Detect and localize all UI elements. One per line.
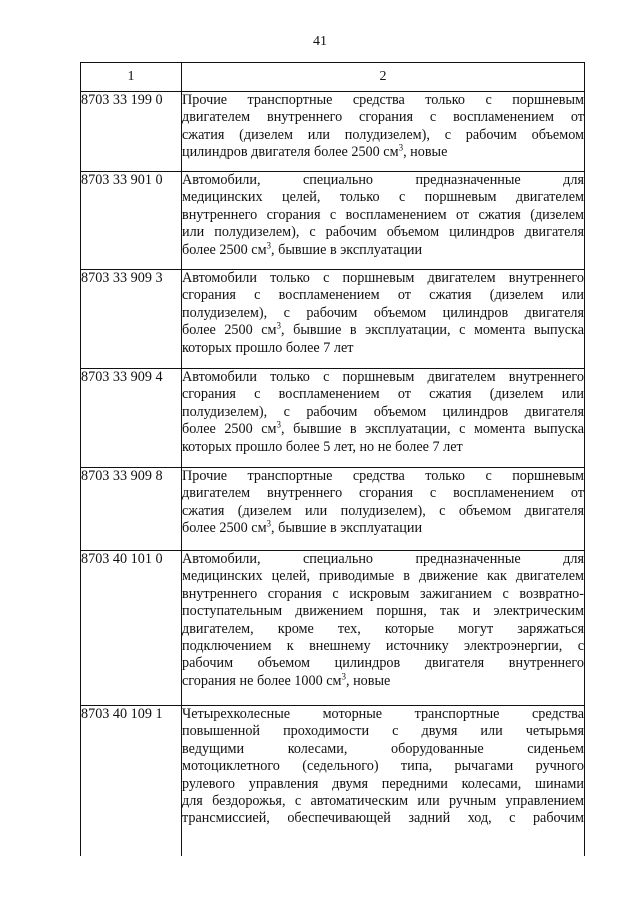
description-line [182, 603, 584, 620]
description-text: двигателем внутреннего сгорания с воспламенением от [182, 485, 584, 502]
description-line [182, 586, 584, 603]
description-line [182, 404, 584, 421]
description-text: полудизелем), с рабочим объемом цилиндров двигателя [182, 304, 584, 321]
description-line [182, 706, 584, 723]
description-text: внутреннего сгорания с воспламенением от сжатия (дизелем [182, 206, 584, 223]
description-line [182, 503, 584, 520]
description-text: Прочие транспортные средства только с поршневым [182, 92, 584, 108]
description-text-continued: , бывшие в эксплуатации, с момента выпуска [281, 421, 585, 438]
description-line [182, 468, 584, 485]
description-text: медицинских целей, только с поршневым двигателем [182, 189, 584, 206]
description-line [182, 723, 584, 740]
description-line [182, 127, 584, 144]
description-text: трансмиссией, обеспечивающей задний ход, с рабочим [182, 810, 584, 827]
description-line [182, 551, 584, 568]
superscript-unit: 3 [398, 142, 404, 153]
description-text: поступательным движением поршня, так и электрическим [182, 603, 584, 620]
superscript-unit: 3 [341, 671, 346, 682]
table-row [81, 92, 585, 172]
table-row [81, 468, 585, 551]
description-text: которых прошло более 7 лет [182, 339, 354, 356]
table-row [81, 369, 585, 468]
description-line [182, 386, 584, 403]
description-line [182, 655, 584, 672]
description-text: двигателем, кроме тех, которые могут заряжаться [182, 620, 584, 637]
description-line [182, 109, 584, 126]
column-header-1: 1 [81, 63, 182, 92]
commodity-description [182, 369, 585, 468]
commodity-code: 8703 33 199 0 [81, 92, 182, 172]
description-text: двигателем внутреннего сгорания с воспламенением от [182, 109, 584, 126]
description-line [182, 207, 584, 224]
superscript-unit: 3 [276, 419, 282, 430]
commodity-code: 8703 33 901 0 [81, 172, 182, 270]
description-text: подключением к внешнему источнику электроэнергии, с [182, 638, 584, 655]
description-text: которых прошло более 5 лет, но не более 7 лет [182, 438, 463, 455]
description-text-continued: , бывшие в эксплуатации [271, 241, 423, 258]
commodity-description [182, 92, 585, 172]
description-text: Четырехколесные моторные транспортные средства [182, 706, 584, 722]
description-text: для бездорожья, с автоматическим или ручным управлением [182, 793, 584, 810]
description-text: сжатия (дизелем или полудизелем), с рабочим объемом [182, 126, 584, 143]
description-text: полудизелем), с рабочим объемом цилиндров двигателя [182, 403, 584, 420]
description-text: мотоциклетного (седельного) типа, рычагами ручного [182, 758, 584, 775]
description-text-continued: , новые [403, 144, 448, 161]
description-line [182, 776, 584, 793]
description-line [182, 92, 584, 109]
description-text-continued: , бывшие в эксплуатации [271, 520, 423, 537]
description-text: сгорания с воспламенением от сжатия (дизелем или [182, 386, 584, 403]
description-text: более 2500 см [182, 421, 277, 438]
description-text: или полудизелем), с рабочим объемом цилиндров двигателя [182, 224, 584, 241]
description-text: цилиндров двигателя более 2500 см [182, 144, 399, 161]
description-line [182, 673, 584, 690]
commodity-code: 8703 33 909 4 [81, 369, 182, 468]
commodity-description [182, 551, 585, 706]
description-line [182, 421, 584, 438]
page-number: 41 [313, 34, 327, 49]
description-line [182, 287, 584, 304]
description-line [182, 224, 584, 241]
superscript-unit: 3 [276, 320, 282, 331]
description-text: внутреннего сгорания с искровым зажиганием с возвратно- [182, 585, 584, 602]
description-text: медицинских целей, приводимые в движение как двигателем [182, 568, 584, 585]
description-line [182, 369, 584, 386]
description-line [182, 172, 584, 189]
commodity-code: 8703 40 109 1 [81, 706, 182, 856]
description-text: Автомобили только с поршневым двигателем внутреннего [182, 270, 584, 286]
table-row [81, 270, 585, 369]
description-text: более 2500 см [182, 322, 277, 339]
table-row [81, 172, 585, 270]
description-text: рабочим объемом цилиндров двигателя внутреннего [182, 655, 584, 672]
description-text-continued: , бывшие в эксплуатации, с момента выпуска [281, 322, 585, 339]
table-row [81, 551, 585, 706]
description-text: Автомобили, специально предназначенные для [182, 551, 584, 567]
description-text: более 2500 см [182, 520, 267, 537]
description-line [182, 485, 584, 502]
description-line [182, 189, 584, 206]
description-text: Прочие транспортные средства только с поршневым [182, 468, 584, 484]
description-text: ведущими колесами, оборудованные сиденьем [182, 740, 584, 757]
description-line [182, 270, 584, 287]
description-line [182, 810, 584, 827]
description-line [182, 439, 584, 456]
tariff-code-table [80, 62, 585, 856]
description-line [182, 758, 584, 775]
description-text: сжатия (дизелем или полудизелем), с объемом двигателя [182, 502, 584, 519]
commodity-description [182, 270, 585, 369]
description-text: сгорания не более 1000 см [182, 672, 342, 689]
description-text-continued: , новые [345, 672, 391, 689]
table-header-row [81, 63, 585, 92]
description-line [182, 520, 584, 537]
superscript-unit: 3 [266, 239, 272, 250]
column-header-2: 2 [182, 63, 585, 92]
commodity-code: 8703 40 101 0 [81, 551, 182, 706]
description-text: Автомобили только с поршневым двигателем внутреннего [182, 369, 584, 385]
description-line [182, 741, 584, 758]
commodity-description [182, 468, 585, 551]
description-line [182, 568, 584, 585]
commodity-code: 8703 33 909 8 [81, 468, 182, 551]
description-line [182, 322, 584, 339]
description-text: рулевого управления двумя передними колесами, шинами [182, 775, 584, 792]
description-text: сгорания с воспламенением от сжатия (дизелем или [182, 287, 584, 304]
superscript-unit: 3 [266, 518, 272, 529]
description-line [182, 239, 584, 259]
commodity-description [182, 706, 585, 856]
description-line [182, 340, 584, 357]
description-line [182, 638, 584, 655]
description-text: повышенной проходимости с двумя или четырьмя [182, 723, 584, 740]
commodity-code: 8703 33 909 3 [81, 270, 182, 369]
description-text: Автомобили, специально предназначенные для [182, 172, 584, 188]
description-text: более 2500 см [182, 241, 267, 258]
description-line [182, 621, 584, 638]
commodity-description [182, 172, 585, 270]
table-row [81, 706, 585, 856]
description-line [182, 305, 584, 322]
description-line [182, 793, 584, 810]
description-line [182, 144, 584, 161]
